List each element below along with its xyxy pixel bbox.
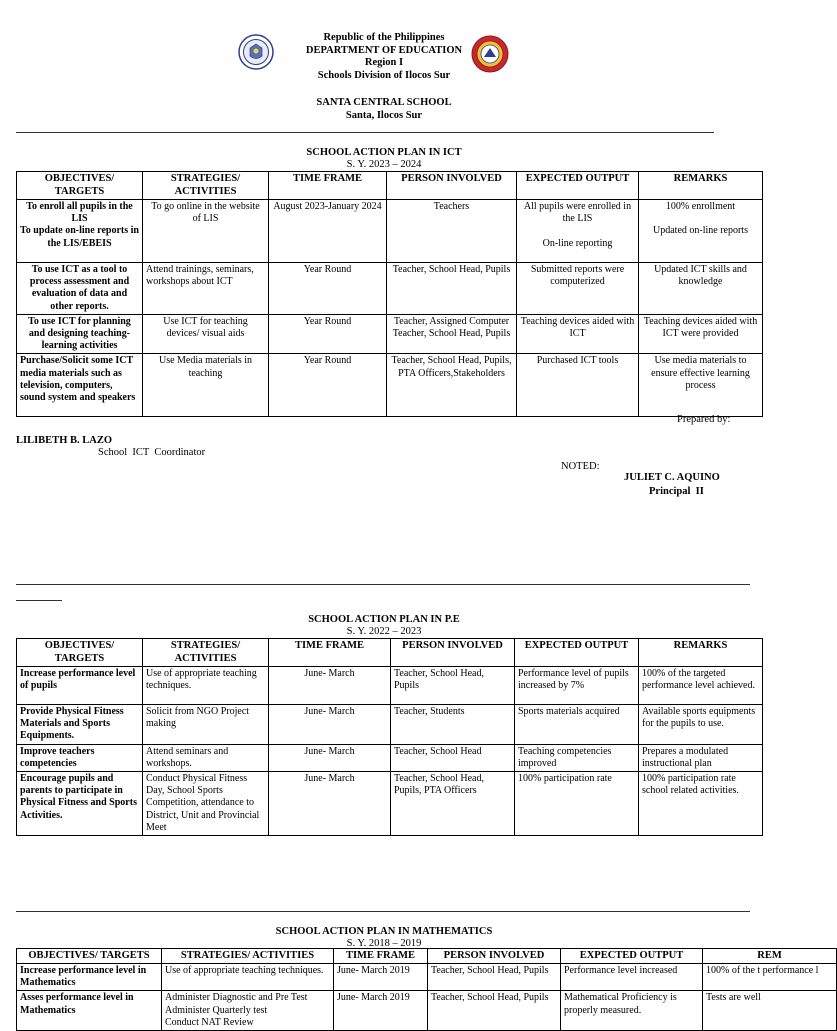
table-cell: Attend seminars and workshops. bbox=[143, 744, 269, 771]
table-cell: Purchase/Solicit some ICT media materials such as television, computers, sound system and speakers bbox=[17, 354, 143, 417]
pe-header-row bbox=[17, 639, 763, 667]
letterhead bbox=[0, 32, 768, 82]
pe-header-output: EXPECTED OUTPUT bbox=[515, 639, 639, 667]
table-cell: Teacher, Assigned Computer Teacher, School Head, Pupils bbox=[387, 314, 517, 354]
math-table-viewport bbox=[16, 948, 819, 1028]
math-header-output: EXPECTED OUTPUT bbox=[561, 949, 703, 964]
math-header-remarks: REM bbox=[703, 949, 837, 964]
ict-title-block bbox=[0, 147, 768, 170]
ict-header-output: EXPECTED OUTPUT bbox=[517, 172, 639, 200]
ict-header-time-frame: TIME FRAME bbox=[269, 172, 387, 200]
table-row bbox=[17, 991, 837, 1031]
table-cell: 100% enrollment Updated on-line reports bbox=[639, 200, 763, 263]
table-cell: Teacher, School Head bbox=[391, 744, 515, 771]
table-cell: To enroll all pupils in the LIS To update on-line reports in the LIS/EBEIS bbox=[17, 200, 143, 263]
table-cell: Mathematical Proficiency is properly measured. bbox=[561, 991, 703, 1031]
pe-table bbox=[16, 638, 763, 836]
letterhead-line-2: DEPARTMENT OF EDUCATION bbox=[305, 44, 463, 56]
table-cell: Teaching devices aided with ICT were provided bbox=[639, 314, 763, 354]
ict-title: SCHOOL ACTION PLAN IN ICT bbox=[306, 147, 462, 158]
table-cell: Use Media materials in teaching bbox=[143, 354, 269, 417]
table-cell: Year Round bbox=[269, 354, 387, 417]
math-header-person: PERSON INVOLVED bbox=[428, 949, 561, 964]
table-row bbox=[17, 744, 763, 771]
divider-line bbox=[16, 600, 62, 601]
table-cell: Available sports equipments for the pupils to use. bbox=[639, 705, 763, 745]
table-row bbox=[17, 964, 837, 991]
noted-label: NOTED: bbox=[561, 461, 600, 472]
letterhead-line-3: Region I bbox=[364, 57, 404, 68]
table-cell: Performance level of pupils increased by 7% bbox=[515, 667, 639, 705]
table-cell: To go online in the website of LIS bbox=[143, 200, 269, 263]
table-cell: To use ICT as a tool to process assessment and evaluation of data and other reports. bbox=[17, 263, 143, 315]
table-cell: June- March bbox=[269, 744, 391, 771]
table-cell: Use of appropriate teaching techniques. bbox=[162, 964, 334, 991]
table-cell: Teachers bbox=[387, 200, 517, 263]
table-cell: 100% of the targeted performance level achieved. bbox=[639, 667, 763, 705]
school-block bbox=[0, 97, 768, 122]
table-cell: Teacher, School Head, Pupils bbox=[391, 667, 515, 705]
table-row bbox=[17, 354, 763, 417]
table-row bbox=[17, 705, 763, 745]
table-cell: All pupils were enrolled in the LIS On-line reporting bbox=[517, 200, 639, 263]
table-cell: Teaching devices aided with ICT bbox=[517, 314, 639, 354]
principal-name: JULIET C. AQUINO bbox=[624, 472, 720, 483]
table-cell: Submitted reports were computerized bbox=[517, 263, 639, 315]
table-cell: Administer Diagnostic and Pre Test Administer Quarterly test Conduct NAT Review bbox=[162, 991, 334, 1031]
table-cell: Teacher, School Head, Pupils bbox=[387, 263, 517, 315]
math-title: SCHOOL ACTION PLAN IN MATHEMATICS bbox=[275, 926, 493, 937]
pe-header-objectives: OBJECTIVES/ TARGETS bbox=[17, 639, 143, 667]
table-cell: To use ICT for planning and designing teaching-learning activities bbox=[17, 314, 143, 354]
table-cell: Attend trainings, seminars, workshops about ICT bbox=[143, 263, 269, 315]
table-cell: Teacher, School Head, Pupils bbox=[428, 964, 561, 991]
table-cell: Year Round bbox=[269, 314, 387, 354]
ict-header-row bbox=[17, 172, 763, 200]
preparer-title: School ICT Coordinator bbox=[98, 447, 206, 458]
table-cell: June- March 2019 bbox=[334, 991, 428, 1031]
ict-school-year: S. Y. 2023 – 2024 bbox=[346, 158, 422, 170]
math-header-objectives: OBJECTIVES/ TARGETS bbox=[17, 949, 162, 964]
table-cell: Year Round bbox=[269, 263, 387, 315]
ict-header-strategies: STRATEGIES/ ACTIVITIES bbox=[143, 172, 269, 200]
table-row bbox=[17, 667, 763, 705]
ict-header-objectives: OBJECTIVES/ TARGETS bbox=[17, 172, 143, 200]
table-cell: Asses performance level in Mathematics bbox=[17, 991, 162, 1031]
pe-title: SCHOOL ACTION PLAN IN P.E bbox=[308, 614, 460, 625]
pe-header-strategies: STRATEGIES/ ACTIVITIES bbox=[143, 639, 269, 667]
pe-header-remarks: REMARKS bbox=[639, 639, 763, 667]
divider-line bbox=[16, 132, 714, 133]
table-cell: Teacher, School Head, Pupils, PTA Officers bbox=[391, 772, 515, 836]
table-cell: 100% of the t performance l bbox=[703, 964, 837, 991]
table-cell: Encourage pupils and parents to participate in Physical Fitness and Sports Activities. bbox=[17, 772, 143, 836]
school-address: Santa, Ilocos Sur bbox=[345, 109, 423, 121]
table-cell: August 2023-January 2024 bbox=[269, 200, 387, 263]
table-cell: Purchased ICT tools bbox=[517, 354, 639, 417]
table-cell: Teacher, School Head, Pupils bbox=[428, 991, 561, 1031]
table-row bbox=[17, 263, 763, 315]
pe-header-time-frame: TIME FRAME bbox=[269, 639, 391, 667]
ict-table bbox=[16, 171, 763, 417]
table-cell: Increase performance level in Mathematics bbox=[17, 964, 162, 991]
table-cell: Use ICT for teaching devices/ visual aids bbox=[143, 314, 269, 354]
school-name: SANTA CENTRAL SCHOOL bbox=[316, 97, 452, 108]
table-cell: June- March 2019 bbox=[334, 964, 428, 991]
preparer-name: LILIBETH B. LAZO bbox=[16, 435, 112, 446]
table-row bbox=[17, 200, 763, 263]
table-cell: Provide Physical Fitness Materials and Sports Equipments. bbox=[17, 705, 143, 745]
letterhead-line-4: Schools Division of Ilocos Sur bbox=[317, 69, 451, 81]
table-cell: Conduct Physical Fitness Day, School Sports Competition, attendance to District, Unit and Provincial Meet bbox=[143, 772, 269, 836]
table-cell: 100% participation rate school related activities. bbox=[639, 772, 763, 836]
pe-title-block bbox=[0, 614, 768, 637]
table-cell: Improve teachers competencies bbox=[17, 744, 143, 771]
table-cell: Use of appropriate teaching techniques. bbox=[143, 667, 269, 705]
math-header-strategies: STRATEGIES/ ACTIVITIES bbox=[162, 949, 334, 964]
table-cell: Performance level increased bbox=[561, 964, 703, 991]
table-cell: Teacher, School Head, Pupils, PTA Officers,Stakeholders bbox=[387, 354, 517, 417]
divider-line bbox=[16, 911, 750, 912]
table-row bbox=[17, 314, 763, 354]
table-row bbox=[17, 772, 763, 836]
table-cell: Teacher, Students bbox=[391, 705, 515, 745]
table-cell: June- March bbox=[269, 705, 391, 745]
letterhead-line-1: Republic of the Philippines bbox=[323, 32, 445, 43]
table-cell: Increase performance level of pupils bbox=[17, 667, 143, 705]
math-header-time-frame: TIME FRAME bbox=[334, 949, 428, 964]
table-cell: 100% participation rate bbox=[515, 772, 639, 836]
table-cell: June- March bbox=[269, 667, 391, 705]
math-header-row bbox=[17, 949, 837, 964]
table-cell: Updated ICT skills and knowledge bbox=[639, 263, 763, 315]
table-cell: Sports materials acquired bbox=[515, 705, 639, 745]
prepared-by-label: Prepared by: bbox=[677, 414, 731, 425]
principal-title: Principal II bbox=[649, 486, 704, 497]
math-school-year: S. Y. 2018 – 2019 bbox=[346, 937, 422, 949]
table-cell: Use media materials to ensure effective learning process bbox=[639, 354, 763, 417]
math-title-block bbox=[0, 926, 768, 949]
table-cell: Solicit from NGO Project making bbox=[143, 705, 269, 745]
table-cell: Teaching competencies improved bbox=[515, 744, 639, 771]
pe-header-person: PERSON INVOLVED bbox=[391, 639, 515, 667]
table-cell: June- March bbox=[269, 772, 391, 836]
math-table bbox=[16, 948, 837, 1031]
divider-line bbox=[16, 584, 750, 585]
pe-school-year: S. Y. 2022 – 2023 bbox=[346, 625, 422, 637]
ict-header-person: PERSON INVOLVED bbox=[387, 172, 517, 200]
ict-header-remarks: REMARKS bbox=[639, 172, 763, 200]
table-cell: Prepares a modulated instructional plan bbox=[639, 744, 763, 771]
table-cell: Tests are well bbox=[703, 991, 837, 1031]
